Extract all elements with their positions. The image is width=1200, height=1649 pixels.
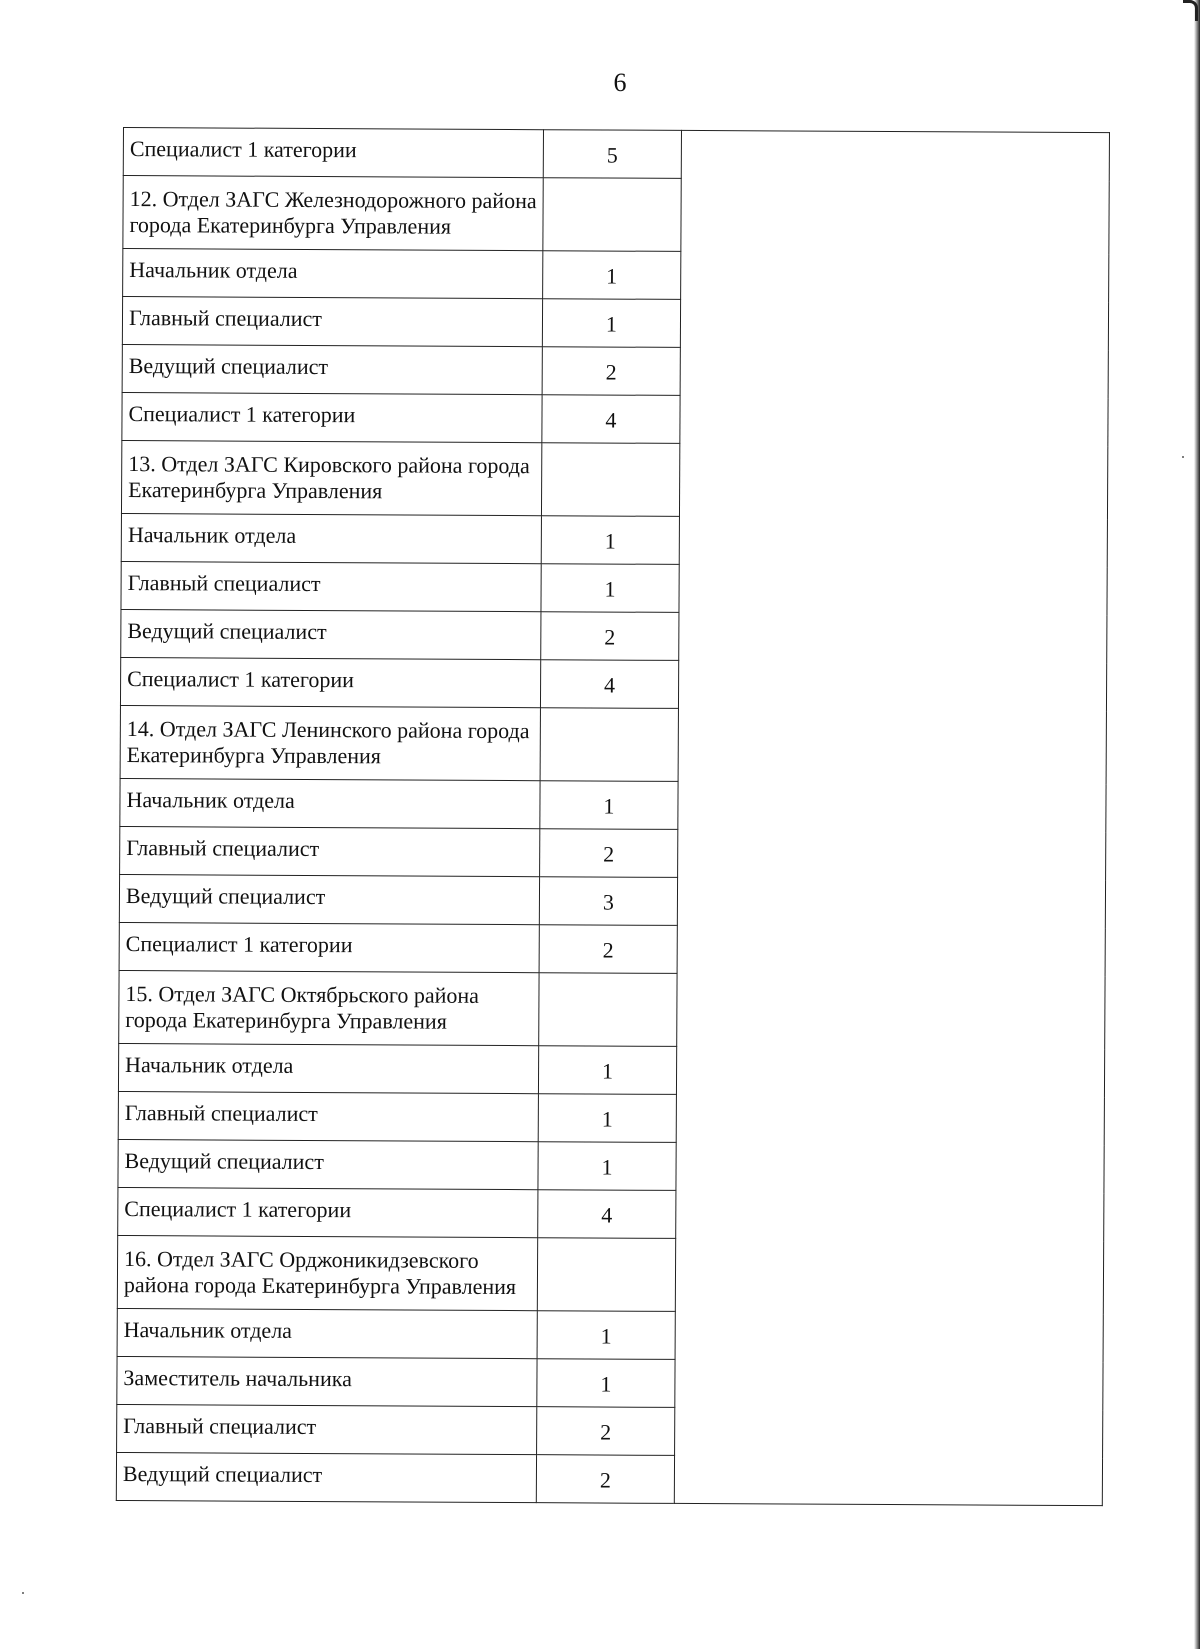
- staff-table-body: [116, 128, 1109, 1506]
- position-name: Специалист 1 категории: [119, 922, 540, 972]
- position-name: Ведущий специалист: [118, 1139, 539, 1189]
- staff-count: [542, 443, 680, 517]
- staff-count: 1: [543, 251, 680, 300]
- position-row: [123, 128, 1109, 181]
- staff-count: 2: [537, 1407, 674, 1456]
- staff-count: 4: [541, 660, 678, 709]
- department-name: 14. Отдел ЗАГС Ленинского района города Екатеринбурга Управления: [120, 705, 541, 780]
- staff-count: [539, 973, 677, 1047]
- staff-count: 3: [540, 877, 677, 926]
- position-name: Главный специалист: [122, 297, 543, 347]
- department-name: 16. Отдел ЗАГС Орджоникидзевского района города Екатеринбурга Управления: [117, 1235, 538, 1310]
- staff-count: 1: [539, 1094, 676, 1143]
- position-name: Начальник отдела: [118, 1043, 539, 1093]
- position-name: Специалист 1 категории: [120, 657, 541, 707]
- position-name: Главный специалист: [121, 561, 542, 611]
- position-name: Заместитель начальника: [117, 1356, 538, 1406]
- position-name: Специалист 1 категории: [118, 1187, 539, 1237]
- blank-notes-column: [674, 130, 1110, 1505]
- scan-speck: [22, 1592, 24, 1594]
- staff-count: 1: [539, 1046, 676, 1095]
- staff-count: 5: [544, 130, 681, 179]
- staff-count: 1: [537, 1311, 674, 1360]
- staff-count: 2: [541, 612, 678, 661]
- position-name: Ведущий специалист: [116, 1452, 537, 1502]
- staff-count: 2: [543, 347, 680, 396]
- staff-count: 4: [538, 1190, 675, 1239]
- scan-edge-shadow: [1194, 0, 1200, 1649]
- staff-count: [538, 1238, 676, 1312]
- staff-count: 1: [540, 781, 677, 830]
- staff-count: 2: [540, 829, 677, 878]
- position-name: Начальник отдела: [120, 778, 541, 828]
- page-number: 6: [613, 68, 627, 97]
- position-name: Главный специалист: [117, 1404, 538, 1454]
- position-name: Главный специалист: [118, 1091, 539, 1141]
- position-name: Начальник отдела: [121, 513, 542, 563]
- staff-count: [543, 178, 681, 252]
- staff-count: 2: [537, 1455, 674, 1504]
- scan-speck: [1182, 456, 1184, 458]
- staff-count: 1: [537, 1359, 674, 1408]
- position-name: Специалист 1 категории: [122, 392, 543, 442]
- department-name: 13. Отдел ЗАГС Кировского района города Екатеринбурга Управления: [121, 440, 542, 515]
- staff-count: 1: [542, 516, 679, 565]
- staff-count: 2: [539, 925, 676, 974]
- department-name: 15. Отдел ЗАГС Октябрьского района города Екатеринбурга Управления: [119, 970, 540, 1045]
- position-name: Начальник отдела: [117, 1308, 538, 1358]
- position-name: Ведущий специалист: [119, 874, 540, 924]
- position-name: Специалист 1 категории: [123, 128, 544, 178]
- staff-table: [116, 127, 1110, 1506]
- staff-count: 1: [543, 299, 680, 348]
- position-name: Ведущий специалист: [122, 344, 543, 394]
- position-name: Главный специалист: [120, 826, 541, 876]
- position-name: Ведущий специалист: [121, 609, 542, 659]
- staff-count: 1: [538, 1142, 675, 1191]
- staff-count: 1: [541, 564, 678, 613]
- staff-count: 4: [542, 395, 679, 444]
- scan-edge-mark: [1183, 0, 1198, 21]
- department-name: 12. Отдел ЗАГС Железнодорожного района города Екатеринбурга Управления: [123, 176, 544, 251]
- staff-count: [541, 708, 679, 782]
- position-name: Начальник отдела: [123, 249, 544, 299]
